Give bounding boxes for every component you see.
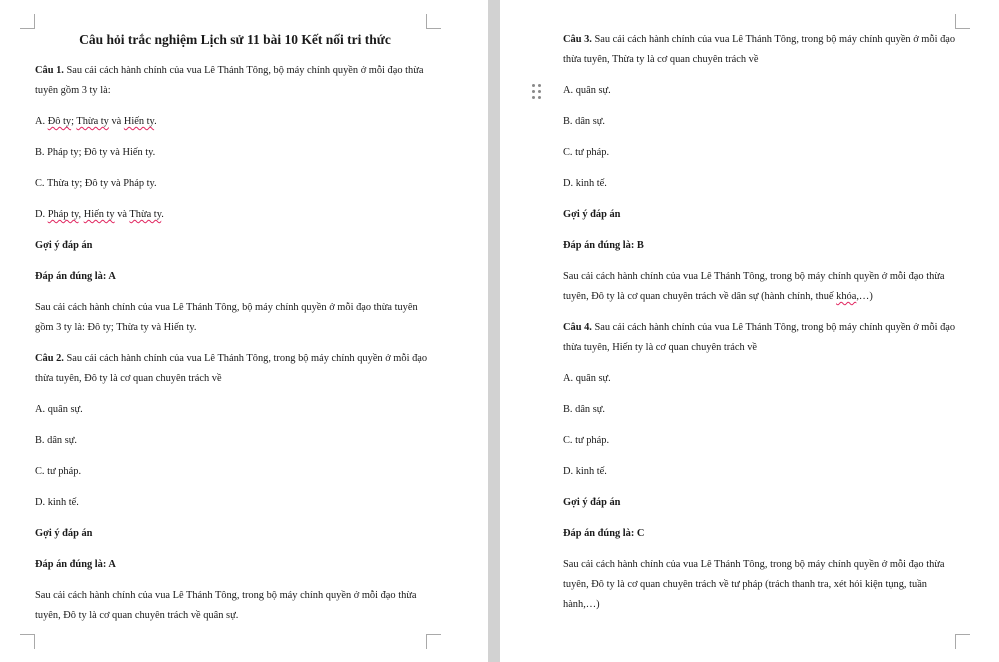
- option-end: .: [161, 209, 164, 220]
- question-2: [35, 349, 435, 389]
- question-1: [35, 61, 435, 101]
- question-3: [563, 30, 963, 70]
- option-d: D. kinh tế.: [35, 497, 79, 508]
- option-b: B. dân sự.: [563, 404, 605, 415]
- option-c: C. tư pháp.: [563, 435, 610, 446]
- option-c: C. tư pháp.: [35, 466, 82, 477]
- question-4: [563, 318, 963, 358]
- spelling-flag: Thừa ty: [129, 209, 162, 220]
- option-c: C. Thừa ty; Đô ty và Pháp ty.: [35, 178, 157, 189]
- option-separator: ,: [78, 209, 84, 220]
- page-gutter: [488, 0, 500, 662]
- page-corner-mark: [20, 14, 35, 29]
- option-d: D. kinh tế.: [563, 466, 607, 477]
- question-label: Câu 4.: [563, 322, 592, 333]
- answer-explanation: Sau cải cách hành chính của vua Lê Thánh Tông, trong bộ máy chính quyền ở mỗi đạo thừa tuyên, Đô ty là cơ quan chuyên trách về quân sự.: [35, 590, 417, 621]
- document-title: Câu hỏi trắc nghiệm Lịch sử 11 bài 10 Kết nối tri thức: [79, 32, 391, 47]
- option-b: B. Pháp ty; Đô ty và Hiến ty.: [35, 147, 156, 158]
- answer-hint: Gợi ý đáp án: [563, 209, 621, 220]
- answer-hint: Gợi ý đáp án: [35, 240, 93, 251]
- document-page-left[interactable]: [0, 0, 488, 662]
- question-label: Câu 2.: [35, 353, 64, 364]
- spelling-flag: Pháp ty: [47, 209, 79, 220]
- correct-answer: Đáp án đúng là: C: [563, 528, 645, 539]
- answer-explanation: Sau cải cách hành chính của vua Lê Thánh Tông, trong bộ máy chính quyền ở mỗi đạo thừa tuyên, Đô ty là cơ quan chuyên trách về tư pháp (trách thanh tra, xét hỏi kiện tụng, tuần hành,…): [563, 559, 945, 610]
- option-b: B. dân sự.: [563, 116, 605, 127]
- answer-explanation: Sau cải cách hành chính của vua Lê Thánh Tông, bộ máy chính quyền ở mỗi đạo thừa tuyên gồm 3 ty là: Đô ty; Thừa ty và Hiến ty.: [35, 302, 418, 333]
- spelling-flag: Thừa ty: [76, 116, 109, 127]
- spelling-flag: Đô ty: [47, 116, 72, 127]
- correct-answer: Đáp án đúng là: B: [563, 240, 644, 251]
- option-separator: và: [108, 116, 124, 127]
- option-d: D. kinh tế.: [563, 178, 607, 189]
- explanation-text: ,…): [856, 291, 873, 302]
- question-text: Sau cải cách hành chính của vua Lê Thánh Tông, trong bộ máy chính quyền ở mỗi đạo thừa tuyên, Hiến ty là cơ quan chuyên trách về: [563, 322, 956, 353]
- correct-answer: Đáp án đúng là: A: [35, 559, 116, 570]
- page-corner-mark: [955, 634, 970, 649]
- question-label: Câu 3.: [563, 34, 592, 45]
- question-label: Câu 1.: [35, 65, 64, 76]
- question-text: Sau cải cách hành chính của vua Lê Thánh Tông, bộ máy chính quyền ở mỗi đạo thừa tuyên gồm 3 ty là:: [35, 65, 424, 96]
- spelling-flag: Hiến ty: [123, 116, 155, 127]
- question-text: Sau cải cách hành chính của vua Lê Thánh Tông, trong bộ máy chính quyền ở mỗi đạo thừa tuyên, Thừa ty là cơ quan chuyên trách về: [563, 34, 956, 65]
- answer-explanation: [563, 267, 963, 307]
- spelling-flag: khóa: [836, 291, 857, 302]
- document-page-right[interactable]: [500, 0, 999, 662]
- option-prefix: A.: [35, 116, 48, 127]
- page-corner-mark: [426, 14, 441, 29]
- option-prefix: D.: [35, 209, 48, 220]
- option-a: A. quân sự.: [563, 85, 611, 96]
- option-a: [35, 112, 435, 132]
- paragraph-drag-handle-icon[interactable]: [532, 84, 542, 100]
- explanation-text: Sau cải cách hành chính của vua Lê Thánh Tông, trong bộ máy chính quyền ở mỗi đạo thừa tuyên, Đô ty là cơ quan chuyên trách về dân sự (hành chính, thuế: [563, 271, 945, 302]
- page-corner-mark: [955, 14, 970, 29]
- page-corner-mark: [20, 634, 35, 649]
- text-column[interactable]: [35, 30, 435, 637]
- option-end: .: [154, 116, 157, 127]
- option-c: C. tư pháp.: [563, 147, 610, 158]
- correct-answer: Đáp án đúng là: A: [35, 271, 116, 282]
- option-a: A. quân sự.: [35, 404, 83, 415]
- option-d: [35, 205, 435, 225]
- answer-hint: Gợi ý đáp án: [563, 497, 621, 508]
- question-text: Sau cải cách hành chính của vua Lê Thánh Tông, trong bộ máy chính quyền ở mỗi đạo thừa tuyên, Đô ty là cơ quan chuyên trách về: [35, 353, 428, 384]
- option-a: A. quân sự.: [563, 373, 611, 384]
- text-column[interactable]: [563, 30, 963, 626]
- option-separator: và: [114, 209, 130, 220]
- option-b: B. dân sự.: [35, 435, 77, 446]
- option-separator: ;: [71, 116, 77, 127]
- answer-hint: Gợi ý đáp án: [35, 528, 93, 539]
- spelling-flag: Hiến ty: [83, 209, 115, 220]
